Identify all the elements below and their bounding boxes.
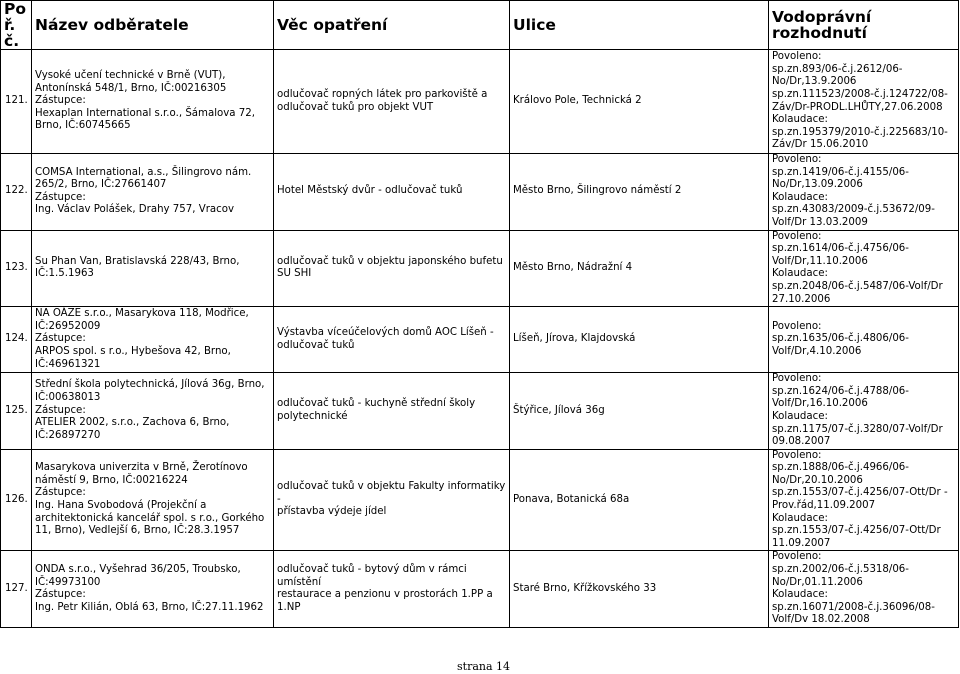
decision-cell-line: No/Dr,01.11.2006 <box>772 576 863 588</box>
customer-cell-line: IČ:46961321 <box>35 358 101 370</box>
customer-cell-line: Masarykova univerzita v Brně, Žerotínovo <box>35 462 248 474</box>
header-customer: Název odběratele <box>32 1 274 50</box>
decision-cell-line: No/Dr,13.9.2006 <box>772 76 857 88</box>
measure-cell-line: přístavba výdeje jídel <box>277 506 387 518</box>
measure-cell-line: SU SHI <box>277 268 312 280</box>
customer-cell-line: Ing. Václav Polášek, Drahy 757, Vracov <box>35 204 234 216</box>
customer-cell-line: IČ:00638013 <box>35 392 101 404</box>
decision-cell <box>769 307 959 373</box>
customer-cell-line: Zástupce: <box>35 191 86 203</box>
table-row <box>1 154 959 231</box>
decision-cell-line: sp.zn.1635/06-č.j.4806/06- <box>772 333 909 345</box>
decision-cell-line: sp.zn.1888/06-č.j.4966/06- <box>772 462 909 474</box>
measure-cell-line: odlučovač tuků pro objekt VUT <box>277 101 434 113</box>
decision-cell-line: sp.zn.16071/2008-č.j.36096/08- <box>772 601 935 613</box>
street-cell: Staré Brno, Křížkovského 33 <box>510 551 769 628</box>
customer-cell-line: Ing. Petr Kilián, Oblá 63, Brno, IČ:27.11.1962 <box>35 601 264 613</box>
decision-cell-line: sp.zn.2002/06-č.j.5318/06- <box>772 564 909 576</box>
street-cell: Ponava, Botanická 68a <box>510 449 769 551</box>
measure-cell <box>274 230 510 307</box>
decision-cell-line: Kolaudace: <box>772 191 828 203</box>
row-number: 125. <box>1 373 32 450</box>
decision-cell <box>769 230 959 307</box>
measure-cell <box>274 551 510 628</box>
street-cell: Královo Pole, Technická 2 <box>510 50 769 154</box>
decision-cell-line: No/Dr,13.09.2006 <box>772 179 863 191</box>
decision-cell-line: Kolaudace: <box>772 512 828 524</box>
customer-cell-line: Střední škola polytechnická, Jílová 36g, Brno, <box>35 379 265 391</box>
street-cell: Štýřice, Jílová 36g <box>510 373 769 450</box>
decision-cell-line: Kolaudace: <box>772 268 828 280</box>
decision-cell <box>769 551 959 628</box>
measure-cell-line: odlučovač tuků v objektu japonského bufetu <box>277 255 503 267</box>
header-row <box>1 1 959 50</box>
decision-cell-line: Volf/Dr 13.03.2009 <box>772 216 868 228</box>
decision-cell-line: sp.zn.1614/06-č.j.4756/06- <box>772 243 909 255</box>
customer-cell-line: Zástupce: <box>35 487 86 499</box>
header-street: Ulice <box>510 1 769 50</box>
decision-cell-line: Volf/Dr,4.10.2006 <box>772 345 862 357</box>
header-measure: Věc opatření <box>274 1 510 50</box>
page-number: strana 14 <box>457 660 511 673</box>
customer-cell-line: Zástupce: <box>35 333 86 345</box>
street-cell: Město Brno, Nádražní 4 <box>510 230 769 307</box>
decision-cell-line: 11.09.2007 <box>772 537 831 549</box>
decision-cell-line: Volf/Dv 18.02.2008 <box>772 614 870 626</box>
table-row <box>1 449 959 551</box>
customer-cell-line: IČ:49973100 <box>35 576 101 588</box>
customer-cell-line: IČ:26952009 <box>35 320 101 332</box>
row-number: 127. <box>1 551 32 628</box>
row-number: 126. <box>1 449 32 551</box>
measure-cell-line: restaurace a penzionu v prostorách 1.PP a <box>277 589 493 601</box>
decision-cell-line: Kolaudace: <box>772 410 828 422</box>
measure-cell-line: odlučovač tuků - kuchyně střední školy <box>277 398 476 410</box>
decision-cell-line: Povoleno: <box>772 449 822 461</box>
decision-cell-line: sp.zn.195379/2010-č.j.225683/10- <box>772 126 948 138</box>
decision-cell-line: Povoleno: <box>772 230 822 242</box>
customer-cell <box>32 551 274 628</box>
decision-cell <box>769 50 959 154</box>
street-cell: Líšeň, Jírova, Klajdovská <box>510 307 769 373</box>
decision-cell-line: Kolaudace: <box>772 114 828 126</box>
customer-cell <box>32 307 274 373</box>
decision-cell-line: Povoleno: <box>772 51 822 63</box>
decision-cell-line: Volf/Dr,16.10.2006 <box>772 398 868 410</box>
decision-cell-line: Volf/Dr,11.10.2006 <box>772 255 868 267</box>
customer-cell-line: NA OÁZE s.r.o., Masarykova 118, Modřice, <box>35 308 249 320</box>
customer-cell-line: ARPOS spol. s r.o., Hybešova 42, Brno, <box>35 345 231 357</box>
measure-cell <box>274 449 510 551</box>
customer-cell <box>32 373 274 450</box>
measure-cell <box>274 307 510 373</box>
table-row <box>1 307 959 373</box>
decision-cell-line: Povoleno: <box>772 154 822 165</box>
decision-cell-line: Povoleno: <box>772 320 822 332</box>
decision-cell-line: Záv/Dr-PRODL.LHŮTY,27.06.2008 <box>772 101 943 113</box>
decision-cell-line: 27.10.2006 <box>772 293 831 305</box>
decision-cell-line: Prov.řád,11.09.2007 <box>772 500 876 512</box>
decision-cell-line: Kolaudace: <box>772 589 828 601</box>
customer-cell-line: ATELIER 2002, s.r.o., Zachova 6, Brno, <box>35 417 230 429</box>
table-row <box>1 551 959 628</box>
decision-cell-line: sp.zn.893/06-č.j.2612/06- <box>772 63 903 75</box>
customer-cell-line: IČ:1.5.1963 <box>35 268 94 280</box>
decision-cell-line: sp.zn.1419/06-č.j.4155/06- <box>772 166 909 178</box>
customer-cell <box>32 230 274 307</box>
decision-cell-line: sp.zn.1175/07-č.j.3280/07-Volf/Dr <box>772 423 943 435</box>
measure-cell-line: odlučovač tuků v objektu Fakulty informatiky - <box>277 481 506 505</box>
decision-cell-line: sp.zn.1553/07-č.j.4256/07-Ott/Dr - <box>772 487 948 499</box>
customer-cell-line: Brno, IČ:60745665 <box>35 120 131 132</box>
row-number: 123. <box>1 230 32 307</box>
customer-cell-line: Antonínská 548/1, Brno, IČ:00216305 <box>35 82 227 94</box>
decision-cell-line: sp.zn.1553/07-č.j.4256/07-Ott/Dr <box>772 525 941 537</box>
measure-cell-line: Hotel Městský dvůr - odlučovač tuků <box>277 185 463 197</box>
measure-cell <box>274 50 510 154</box>
decision-cell-line: sp.zn.111523/2008-č.j.124722/08- <box>772 88 948 100</box>
customer-cell-line: 265/2, Brno, IČ:27661407 <box>35 179 167 191</box>
decision-cell-line: Povoleno: <box>772 551 822 563</box>
customer-cell-line: Su Phan Van, Bratislavská 228/43, Brno, <box>35 255 240 267</box>
customer-cell-line: Zástupce: <box>35 404 86 416</box>
customer-cell <box>32 50 274 154</box>
customer-cell-line: Vysoké učení technické v Brně (VUT), <box>35 70 226 82</box>
street-cell: Město Brno, Šilingrovo náměstí 2 <box>510 154 769 231</box>
row-number: 121. <box>1 50 32 154</box>
table-row <box>1 50 959 154</box>
customer-cell-line: COMSA International, a.s., Šilingrovo nám. <box>35 166 252 178</box>
customer-cell-line: náměstí 9, Brno, IČ:00216224 <box>35 474 188 486</box>
decision-cell-line: No/Dr,20.10.2006 <box>772 474 863 486</box>
measure-cell <box>274 154 510 231</box>
customer-cell-line: Hexaplan International s.r.o., Šámalova 72, <box>35 107 255 119</box>
decision-cell <box>769 373 959 450</box>
measure-cell-line: polytechnické <box>277 410 348 422</box>
measure-cell-line: Výstavba víceúčelových domů AOC Líšeň - <box>277 327 494 339</box>
customer-cell <box>32 154 274 231</box>
table-row <box>1 230 959 307</box>
customer-cell-line: IČ:26897270 <box>35 429 101 441</box>
measure-cell <box>274 373 510 450</box>
customer-cell-line: Zástupce: <box>35 589 86 601</box>
customer-cell <box>32 449 274 551</box>
customer-cell-line: ONDA s.r.o., Vyšehrad 36/205, Troubsko, <box>35 564 241 576</box>
header-decision: Vodoprávní rozhodnutí <box>769 1 959 50</box>
measure-cell-line: odlučovač ropných látek pro parkoviště a <box>277 88 488 100</box>
decision-cell-line: sp.zn.43083/2009-č.j.53672/09- <box>772 204 935 216</box>
customer-cell-line: Zástupce: <box>35 95 86 107</box>
customer-cell-line: Ing. Hana Svobodová (Projekční a <box>35 500 207 512</box>
decision-cell-line: Povoleno: <box>772 373 822 385</box>
customer-cell-line: architektonická kancelář spol. s r.o., Gorkého <box>35 512 265 524</box>
row-number: 124. <box>1 307 32 373</box>
decision-cell <box>769 449 959 551</box>
decision-cell-line: sp.zn.2048/06-č.j.5487/06-Volf/Dr <box>772 280 943 292</box>
decision-cell-line: Záv/Dr 15.06.2010 <box>772 139 869 151</box>
header-num: Poř. č. <box>1 1 32 50</box>
decision-cell <box>769 154 959 231</box>
customer-cell-line: 11, Brno), Vedlejší 6, Brno, IČ:28.3.1957 <box>35 525 240 537</box>
decision-cell-line: sp.zn.1624/06-č.j.4788/06- <box>772 385 909 397</box>
measure-cell-line: odlučovač tuků <box>277 339 355 351</box>
measure-cell-line: 1.NP <box>277 601 301 613</box>
decision-cell-line: 09.08.2007 <box>772 436 831 448</box>
measure-cell-line: odlučovač tuků - bytový dům v rámci umístění <box>277 564 467 588</box>
table-row <box>1 373 959 450</box>
row-number: 122. <box>1 154 32 231</box>
